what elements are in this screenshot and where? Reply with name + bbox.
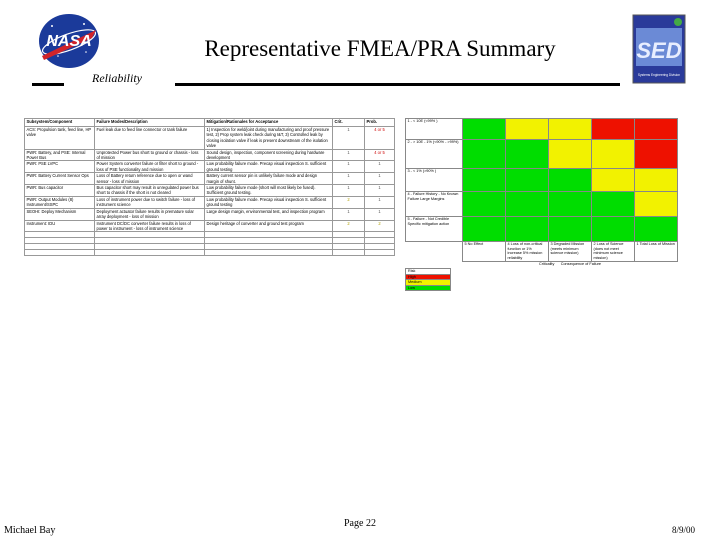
cell-subsystem: PWR: Battery, and PSE: Internal Power Bus <box>25 149 95 161</box>
cell-failure-mode: Unprotected Power bus short to ground or chassis - loss of mission <box>95 149 205 161</box>
footer-date: 8/9/00 <box>672 525 696 535</box>
risk-cell <box>635 140 678 169</box>
empty-cell <box>333 250 365 256</box>
footer-page-number: Page 22 <box>344 518 376 529</box>
cell-criticality: 1 <box>333 185 365 197</box>
risk-cell <box>463 140 506 169</box>
table-row <box>25 149 395 161</box>
cell-mitigation: Design heritage of converter and ground test program <box>205 220 333 232</box>
table-row <box>25 220 395 232</box>
risk-row <box>406 217 678 242</box>
risk-cell <box>592 140 635 169</box>
cell-probability: 1 <box>365 173 395 185</box>
cell-probability: 1 <box>365 196 395 208</box>
cell-probability: 4 or 5 <box>365 127 395 150</box>
header-rule-left <box>32 83 64 86</box>
col-header-mitigation: Mitigation/Rationales for Acceptance <box>205 119 333 127</box>
legend-title: Risk <box>406 269 451 275</box>
cell-criticality: 1 <box>333 149 365 161</box>
cell-criticality: 2 <box>333 196 365 208</box>
risk-matrix <box>405 118 678 267</box>
sed-logo <box>632 14 686 84</box>
empty-cell <box>205 250 333 256</box>
severity-label: 2 Loss of Science (does not meet minimum science mission) <box>592 242 635 262</box>
table-row <box>25 173 395 185</box>
axis-caption <box>463 262 678 267</box>
cell-mitigation: Low probability failure mode (short will most likely be fused). Sufficient ground testing. <box>205 185 333 197</box>
cell-subsystem: Instrument: IDU <box>25 220 95 232</box>
risk-cell <box>549 169 592 192</box>
sed-logo-text: SED <box>636 38 682 63</box>
cell-mitigation: Low probability failure mode. Precap visual inspection S. sufficient ground testing <box>205 161 333 173</box>
col-header-probability: Prob. <box>365 119 395 127</box>
section-subtitle: Reliability <box>92 71 142 85</box>
empty-cell <box>365 250 395 256</box>
legend-item-high: High <box>406 274 451 280</box>
risk-cell <box>549 119 592 140</box>
risk-legend <box>405 268 451 291</box>
risk-cell <box>635 217 678 242</box>
criticality-label: Criticality <box>538 262 555 266</box>
risk-cell <box>463 217 506 242</box>
cell-probability: 1 <box>365 208 395 220</box>
severity-row <box>406 242 678 262</box>
risk-cell <box>635 119 678 140</box>
risk-cell <box>549 192 592 217</box>
risk-cell <box>592 192 635 217</box>
cell-failure-mode: Fuel leak due to feed line connector or tank failure <box>95 127 205 150</box>
risk-cell <box>463 119 506 140</box>
table-row <box>25 196 395 208</box>
likelihood-label: 3 - < 1% (>90% ) <box>406 169 463 192</box>
risk-cell <box>506 119 549 140</box>
cell-criticality: 2 <box>333 220 365 232</box>
cell-criticality: 1 <box>333 161 365 173</box>
empty-table-row <box>25 250 395 256</box>
col-header-criticality: Crit. <box>333 119 365 127</box>
risk-cell <box>549 140 592 169</box>
likelihood-label: 1 - < 10E (<99% ) <box>406 119 463 140</box>
cell-mitigation: 1) Inspection for weld/joint during manufacturing and proof pressure test, 2) Prop system leak check during I&T, 3) Controlled leak by closing isolation valve if leak is present downstream of the isolation valve <box>205 127 333 150</box>
risk-cell <box>635 169 678 192</box>
cell-subsystem: ACS: Propulsion tank, feed line, HP valve <box>25 127 95 150</box>
axis-caption-row <box>406 262 678 267</box>
table-row <box>25 208 395 220</box>
cell-mitigation: Low probability failure mode. Precap visual inspection S. sufficient ground testing <box>205 196 333 208</box>
risk-cell <box>506 192 549 217</box>
col-header-subsystem: Subsystem/Component <box>25 119 95 127</box>
table-row <box>25 185 395 197</box>
severity-label: 5 No Effect <box>463 242 506 262</box>
nasa-logo <box>36 12 102 70</box>
footer-author: Michael Bay <box>4 525 56 536</box>
likelihood-label: 2 - > 10E - 1% (<90% - >99%) <box>406 140 463 169</box>
likelihood-label: 4 - Failure History - No Known Failure Large Margins <box>406 192 463 217</box>
cell-probability: 1 <box>365 161 395 173</box>
severity-label: 3 Degraded Mission (meets minimum science mission) <box>549 242 592 262</box>
cell-subsystem: SEOHI: Deploy Mechanism <box>25 208 95 220</box>
axis-caption-spacer <box>406 262 463 267</box>
risk-cell <box>463 169 506 192</box>
cell-failure-mode: Bus capacitor short may result in unregulated power bus short to chassis if the short is not cleared <box>95 185 205 197</box>
severity-corner <box>406 242 463 262</box>
risk-cell <box>592 217 635 242</box>
risk-row <box>406 169 678 192</box>
risk-cell <box>592 119 635 140</box>
severity-label: 1 Total Loss of Mission <box>635 242 678 262</box>
risk-cell <box>463 192 506 217</box>
cell-probability: 4 or 5 <box>365 149 395 161</box>
cell-failure-mode: Instrument DC/DC converter failure results in loss of power to instrument - loss of instrument science <box>95 220 205 232</box>
risk-cell <box>506 169 549 192</box>
risk-cell <box>506 217 549 242</box>
likelihood-label: 5 - Failure - Not Credible Specific mitigation action <box>406 217 463 242</box>
cell-mitigation: Large design margin, environmental test, and inspection program <box>205 208 333 220</box>
table-row <box>25 127 395 150</box>
risk-cell <box>635 192 678 217</box>
col-header-failure-mode: Failure Modes/Description <box>95 119 205 127</box>
cell-subsystem: PWR: Output Modules (8) Instrument/SSPC <box>25 196 95 208</box>
cell-criticality: 1 <box>333 208 365 220</box>
page-title: Representative FMEA/PRA Summary <box>204 36 556 61</box>
fmea-header-row <box>25 119 395 127</box>
fmea-table <box>24 118 395 256</box>
empty-cell <box>95 250 205 256</box>
severity-label: 4 Loss of non-critical function or 1% increase 5% mission reliability <box>506 242 549 262</box>
cell-probability: 1 <box>365 185 395 197</box>
risk-cell <box>506 140 549 169</box>
risk-row <box>406 192 678 217</box>
risk-cell <box>549 217 592 242</box>
cell-failure-mode: Loss of Battery return reference due to open or wand sensor - loss of mission <box>95 173 205 185</box>
cell-criticality: 1 <box>333 173 365 185</box>
cell-criticality: 1 <box>333 127 365 150</box>
header-rule-right <box>175 83 620 86</box>
table-row <box>25 161 395 173</box>
legend-item-medium: Medium <box>406 280 451 286</box>
cell-failure-mode: Deployment actuator failure results in premature solar array deployment - loss of mission <box>95 208 205 220</box>
risk-row <box>406 119 678 140</box>
risk-row <box>406 140 678 169</box>
risk-cell <box>592 169 635 192</box>
cell-failure-mode: Loss of instrument power due to switch failure - loss of instrument science <box>95 196 205 208</box>
cell-probability: 2 <box>365 220 395 232</box>
legend-item-low: Low <box>406 285 451 291</box>
nasa-logo-text: NASA <box>46 33 92 50</box>
cell-subsystem: PWR: PSE LVPC <box>25 161 95 173</box>
consequence-label: Consequence of Failure <box>560 262 602 266</box>
cell-mitigation: Battery current sensor pin is unlikely failure mode and design margin of shunt. <box>205 173 333 185</box>
cell-subsystem: PWR: Bus capacitor <box>25 185 95 197</box>
empty-cell <box>25 250 95 256</box>
cell-subsystem: PWR: Battery Current Sensor Ops <box>25 173 95 185</box>
sed-logo-caption: Systems Engineering Division <box>637 73 681 77</box>
cell-mitigation: Sound design, inspection, component screening during hardware development <box>205 149 333 161</box>
cell-failure-mode: Power System converter failure or filter short to ground - loss of PSE functionality and mission <box>95 161 205 173</box>
